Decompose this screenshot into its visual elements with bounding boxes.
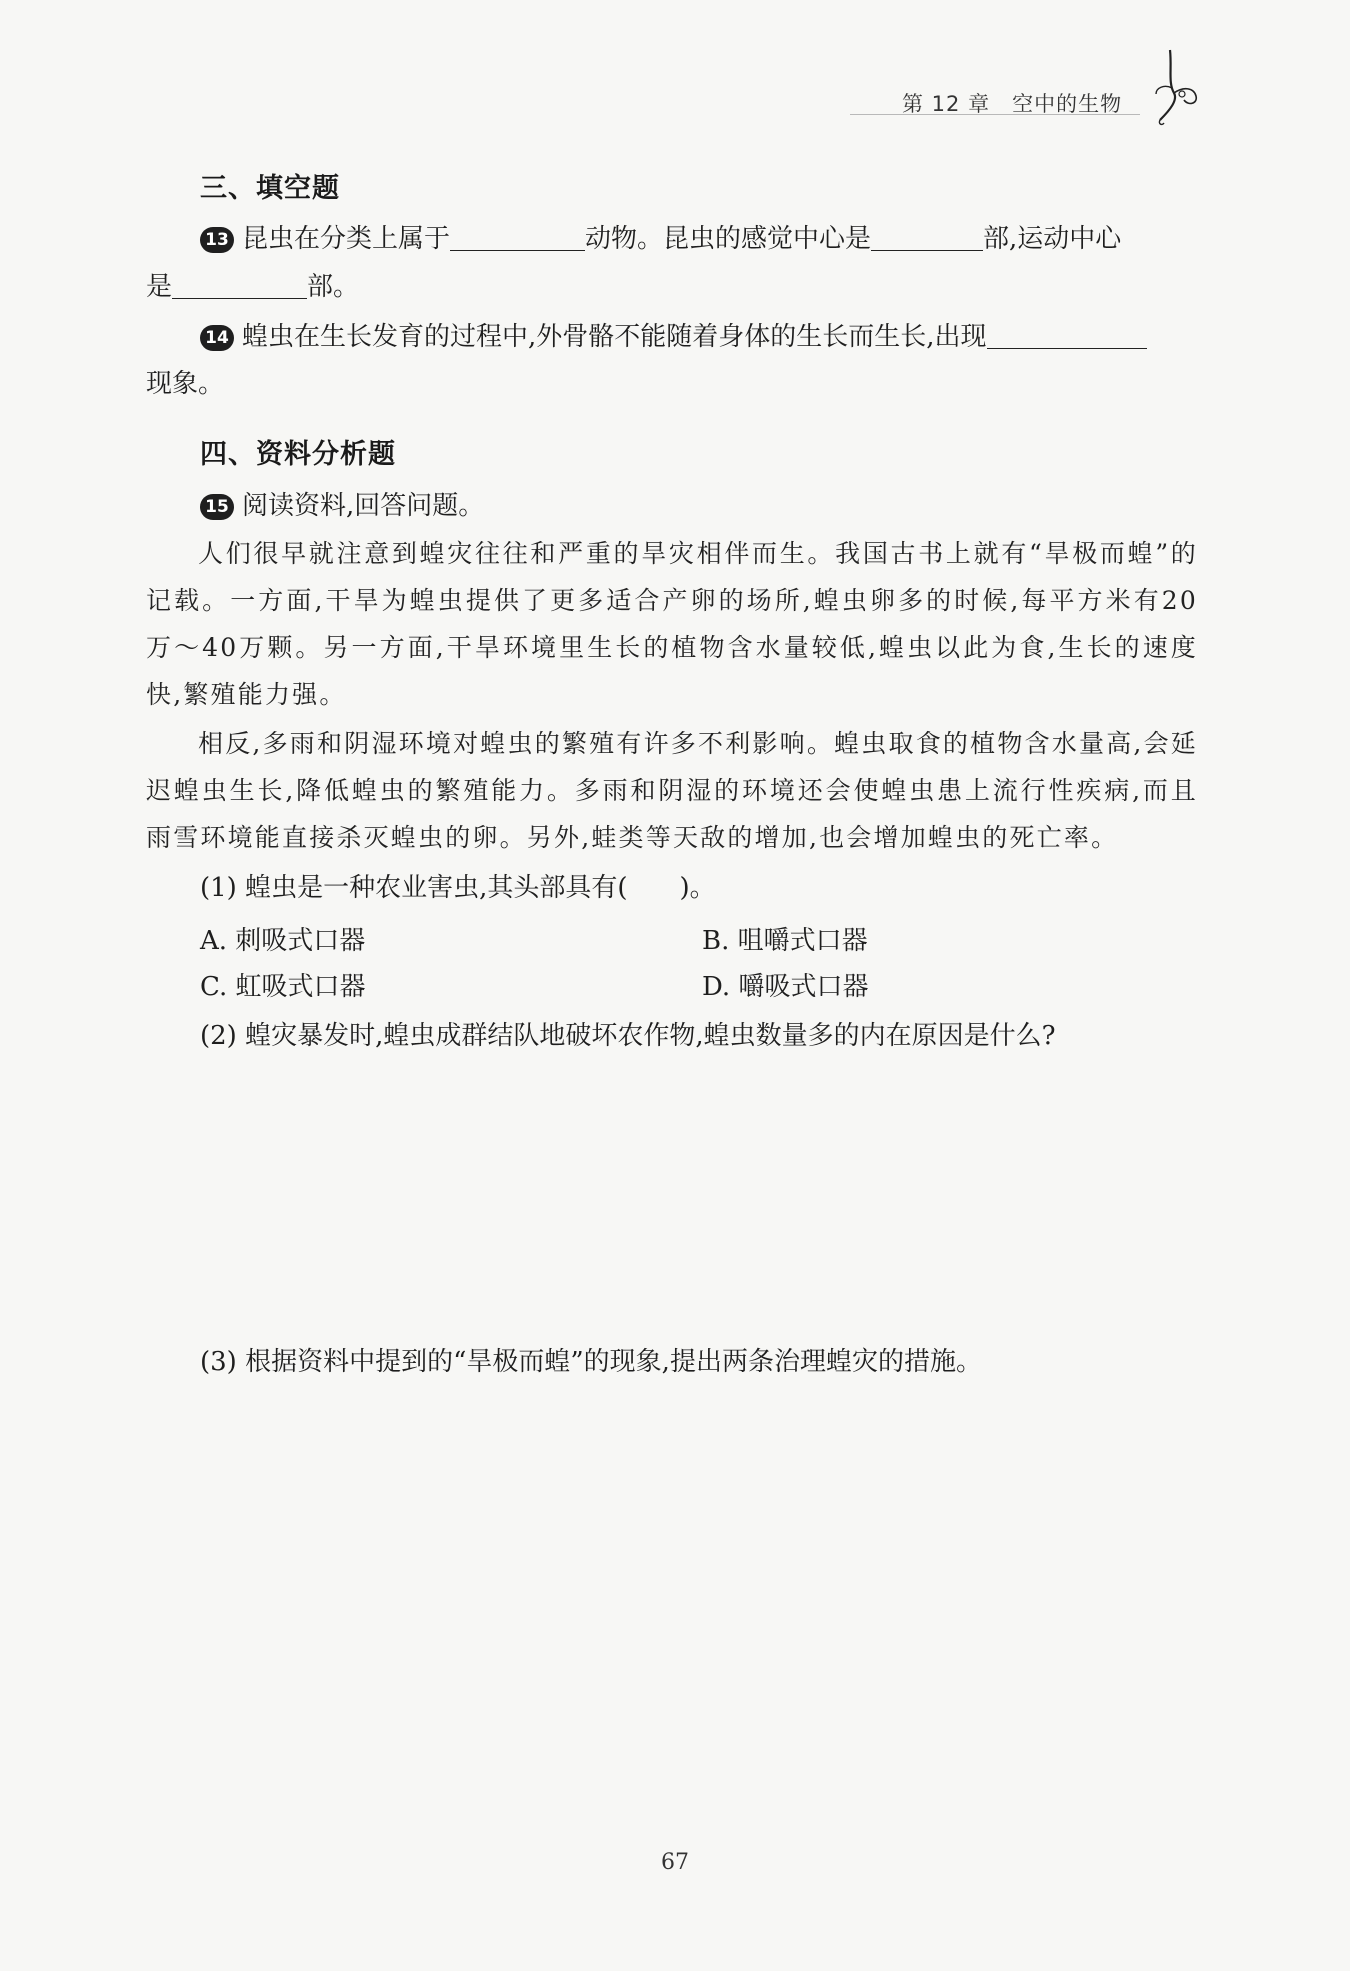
option-c[interactable]: C. 虹吸式口器	[200, 972, 366, 1002]
question-text: 部,运动中心	[983, 224, 1122, 254]
option-d[interactable]: D. 嚼吸式口器	[702, 972, 869, 1002]
question-13-line-2	[146, 268, 359, 305]
option-b[interactable]: B. 咀嚼式口器	[702, 926, 868, 956]
question-text: 是	[146, 272, 173, 302]
answer-blank[interactable]	[172, 268, 307, 299]
question-text: 蝗虫在生长发育的过程中,外骨骼不能随着身体的生长而生长,出现	[242, 322, 987, 352]
question-text: 部。	[307, 272, 360, 302]
question-text: 现象。	[146, 369, 225, 399]
page-number: 67	[661, 1850, 689, 1875]
sub-question-2: (2) 蝗灾暴发时,蝗虫成群结队地破坏农作物,蝗虫数量多的内在原因是什么?	[200, 1021, 1056, 1051]
chapter-header	[850, 48, 1210, 118]
question-text: 动物。昆虫的感觉中心是	[585, 224, 872, 254]
reading-paragraph-1: 人们很早就注意到蝗灾往往和严重的旱灾相伴而生。我国古书上就有“旱极而蝗”的记载。一方面,干旱为蝗虫提供了更多适合产卵的场所,蝗虫卵多的时候,每平方米有20 万～40万颗。另一方面,干旱环境里生长的植物含水量较低,蝗虫以此为食,生长的速度快,繁殖能力强。	[146, 539, 1198, 709]
reading-paragraph-2: 相反,多雨和阴湿环境对蝗虫的繁殖有许多不利影响。蝗虫取食的植物含水量高,会延迟蝗虫生长,降低蝗虫的繁殖能力。多雨和阴湿的环境还会使蝗虫患上流行性疾病,而且雨雪环境能直接杀灭蝗虫的卵。另外,蛙类等天敌的增加,也会增加蝗虫的死亡率。	[146, 729, 1198, 852]
section-title-data-analysis: 四、资料分析题	[200, 439, 396, 470]
sub-question-1: (1) 蝗虫是一种农业害虫,其头部具有( )。	[200, 873, 716, 903]
answer-blank[interactable]	[987, 318, 1147, 349]
question-number-badge: 13	[200, 227, 234, 253]
question-14-line-1	[200, 318, 1147, 355]
question-text: 昆虫在分类上属于	[242, 224, 451, 254]
section-title-fill-blank: 三、填空题	[200, 173, 340, 204]
answer-blank[interactable]	[450, 220, 585, 251]
question-14-line-2	[146, 366, 224, 402]
question-number-badge: 14	[200, 325, 234, 351]
question-15-intro	[200, 488, 484, 524]
answer-blank[interactable]	[871, 220, 983, 251]
answer-space-2[interactable]	[146, 1070, 1198, 1320]
header-text	[902, 88, 1122, 118]
sub-question-3: (3) 根据资料中提到的“旱极而蝗”的现象,提出两条治理蝗灾的措施。	[200, 1347, 982, 1377]
chapter-number: 第 12 章	[902, 92, 991, 116]
option-a[interactable]: A. 刺吸式口器	[200, 926, 366, 956]
flourish-ornament-icon	[1150, 48, 1210, 128]
chapter-title: 空中的生物	[1012, 92, 1123, 116]
answer-space-3[interactable]	[146, 1396, 1198, 1796]
question-number-badge: 15	[200, 494, 234, 520]
question-13-line-1	[200, 220, 1121, 257]
question-text: 阅读资料,回答问题。	[242, 491, 485, 521]
